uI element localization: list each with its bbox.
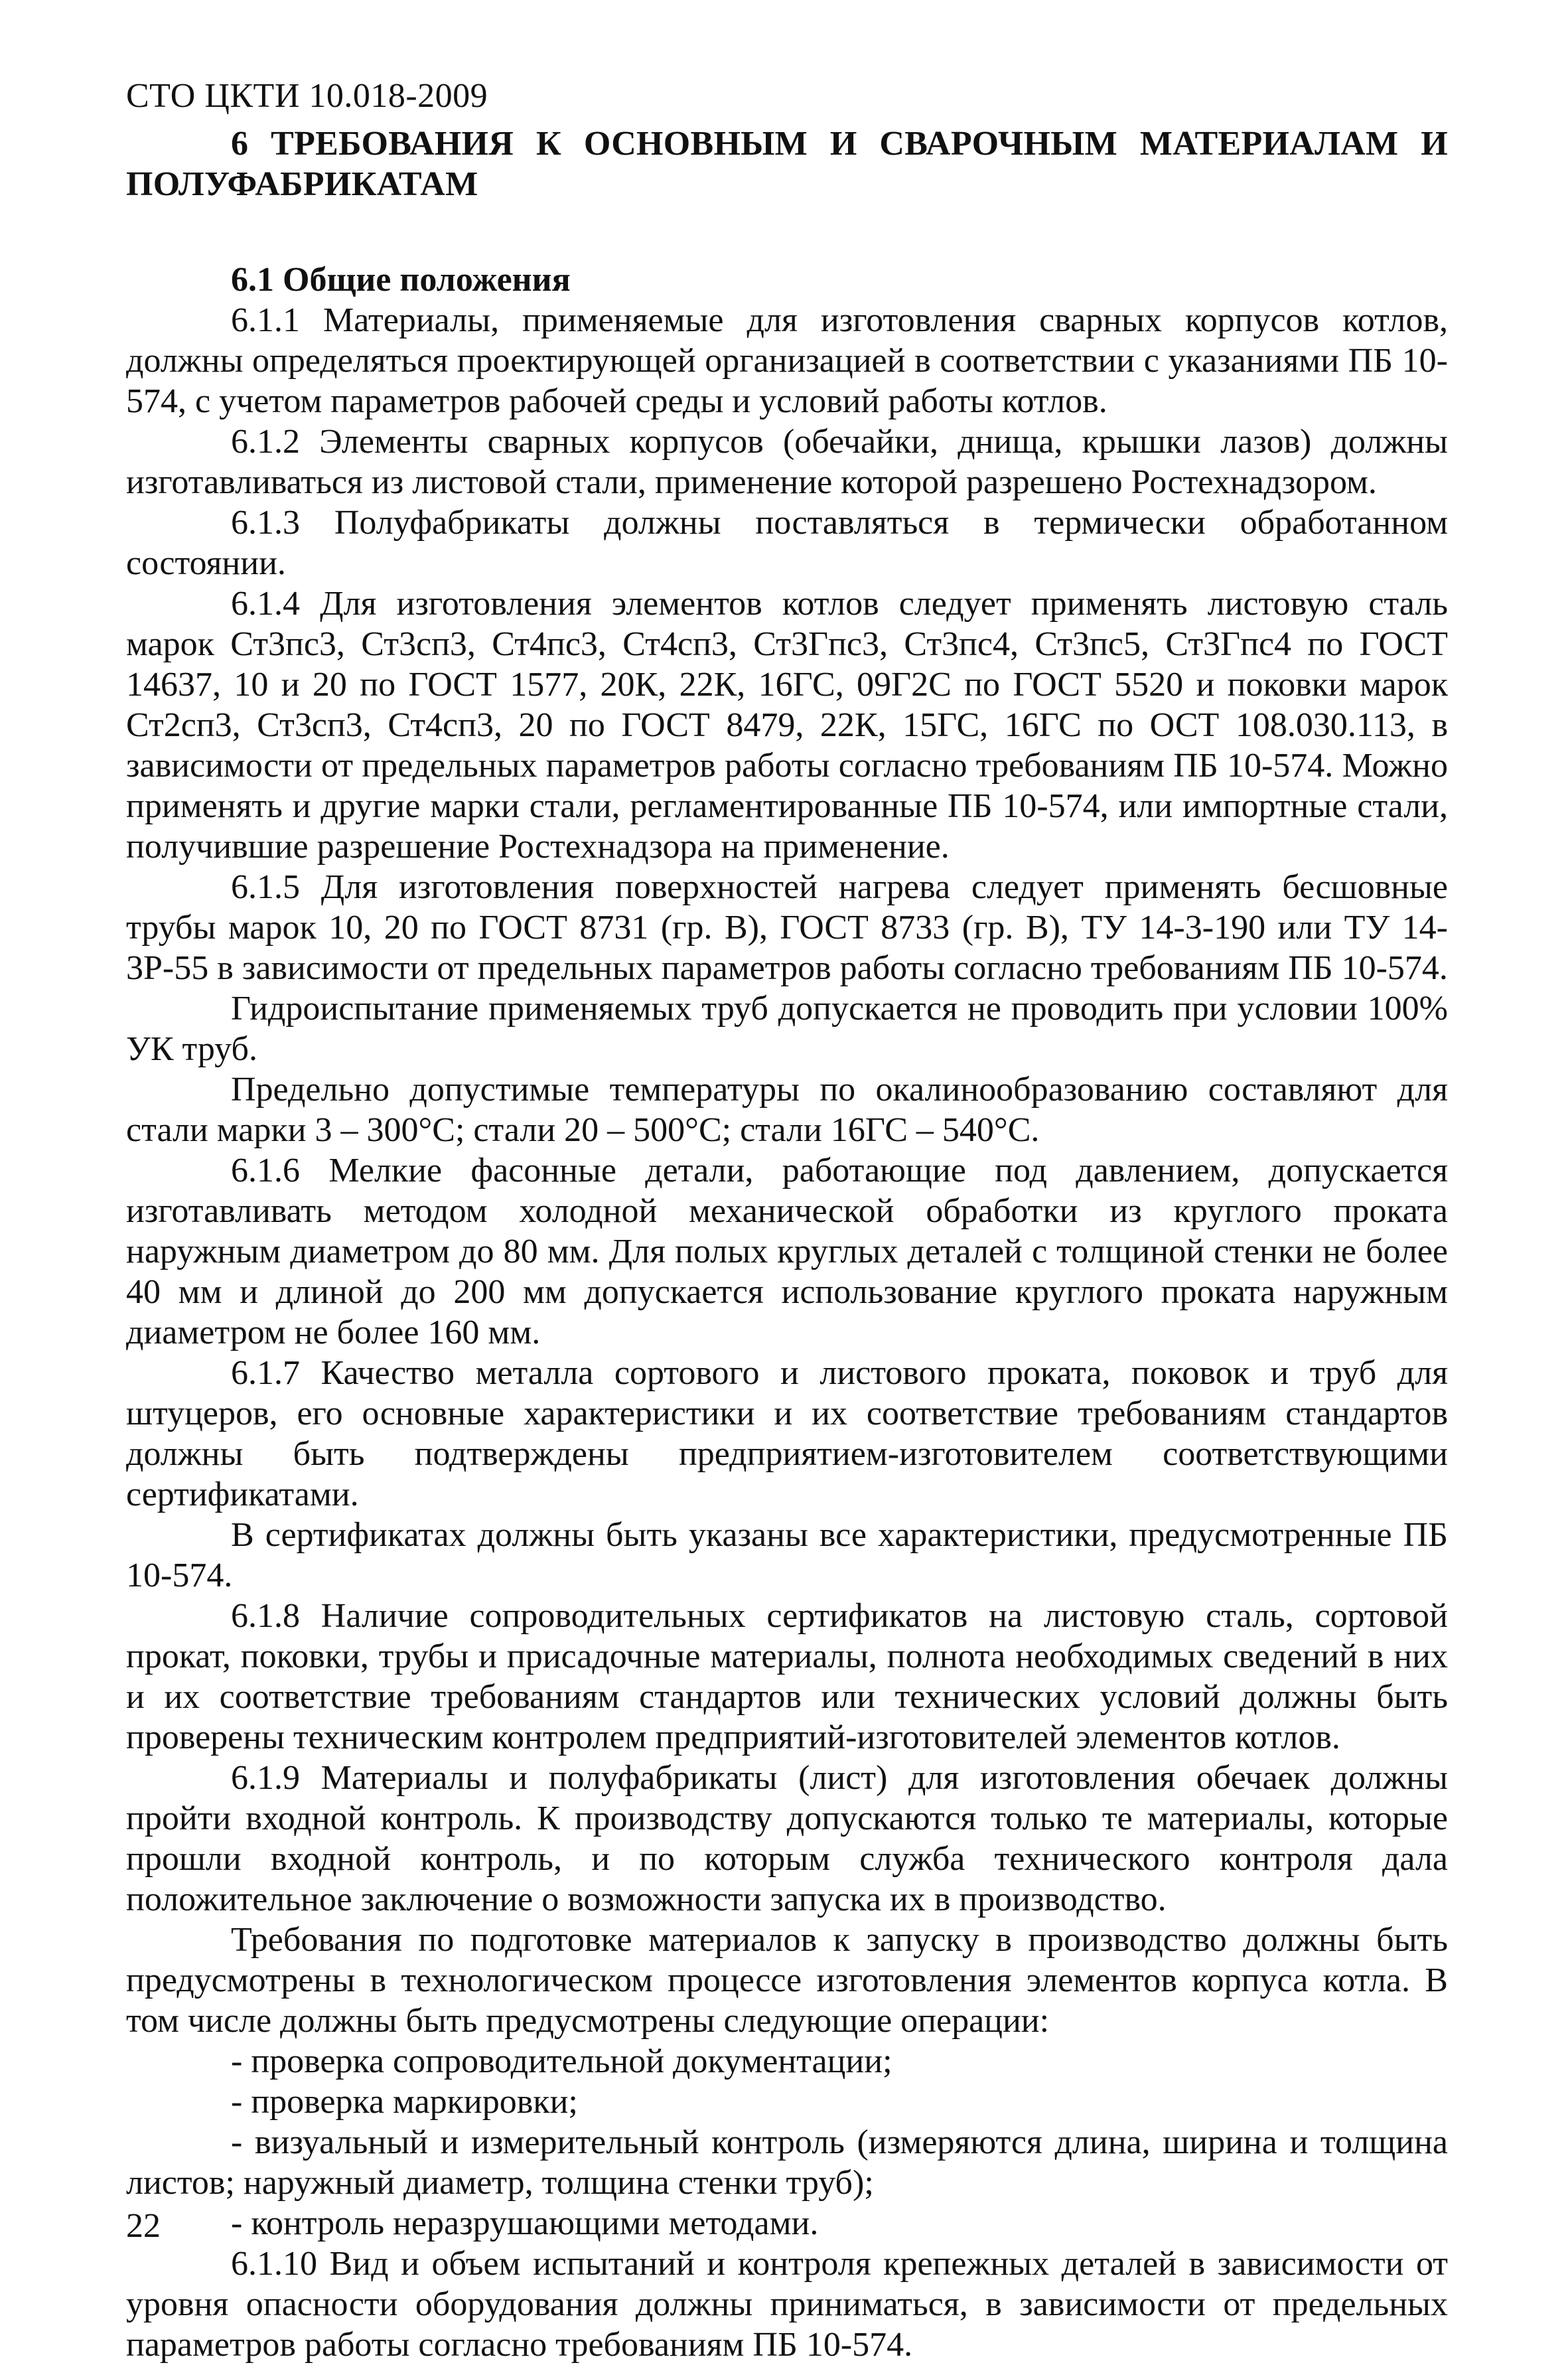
paragraph-6-1-6: 6.1.6 Мелкие фасонные детали, работающие под давлением, допускается изготавливать методом холодной механической обработки из круглого проката наружным диаметром до 80 мм. Для полых круглых деталей с толщиной стенки не более 40 мм и длиной до 200 мм допускается использование круглого проката наружным диаметром не более 160 мм. xyxy=(126,1152,1448,1351)
paragraph-certificates: В сертификатах должны быть указаны все характеристики, предусмотренные ПБ 10-574. xyxy=(126,1516,1448,1594)
list-item: - контроль неразрушающими методами. xyxy=(231,2204,819,2242)
paragraph-6-1-3: 6.1.3 Полуфабрикаты должны поставляться в термически обработанном состоянии. xyxy=(126,504,1448,582)
paragraph-6-1-7: 6.1.7 Качество металла сортового и листового проката, поковок и труб для штуцеров, его основные характеристики и их соответствие требованиям стандартов должны быть подтверждены предприятием-изготовителем соответствующими сертификатами. xyxy=(126,1354,1448,1513)
paragraph-6-1-5: 6.1.5 Для изготовления поверхностей нагрева следует применять бесшовные трубы марок 10, 20 по ГОСТ 8731 (гр. В), ГОСТ 8733 (гр. В), ТУ 14-3-190 или ТУ 14-3Р-55 в зависимости от предельных параметров работы согласно требованиям ПБ 10-574. xyxy=(126,868,1448,987)
list-item: - проверка сопроводительной документации; xyxy=(231,2042,892,2080)
page-number: 22 xyxy=(126,2207,161,2245)
section-title: 6 ТРЕБОВАНИЯ К ОСНОВНЫМ И СВАРОЧНЫМ МАТЕРИАЛАМ И ПОЛУФАБРИКАТАМ xyxy=(126,125,1448,203)
paragraph-6-1-8: 6.1.8 Наличие сопроводительных сертификатов на листовую сталь, сортовой прокат, поковки, трубы и присадочные материалы, полнота необходимых сведений в них и их соответствие требованиям стандартов или технических условий должны быть проверены техническим контролем предприятий-изготовителей элементов котлов. xyxy=(126,1597,1448,1756)
list-item: - проверка маркировки; xyxy=(231,2083,578,2121)
paragraph-6-1-9: 6.1.9 Материалы и полуфабрикаты (лист) для изготовления обечаек должны пройти входной контроль. К производству допускаются только те материалы, которые прошли входной контроль, и по которым служба технического контроля дала положительное заключение о возможности запуска их в производство. xyxy=(126,1759,1448,1918)
paragraph-preparation-requirements: Требования по подготовке материалов к запуску в производство должны быть предусмотрены в технологическом процессе изготовления элементов корпуса котла. В том числе должны быть предусмотрены следующие операции: xyxy=(126,1921,1448,2040)
document-code-header: СТО ЦКТИ 10.018-2009 xyxy=(126,77,488,115)
paragraph-6-1-4: 6.1.4 Для изготовления элементов котлов следует применять листовую сталь марок Ст3пс3, Ст3сп3, Ст4пс3, Ст4сп3, Ст3Гпс3, Ст3пс4, Ст3пс5, Ст3Гпс4 по ГОСТ 14637, 10 и 20 по ГОСТ 1577, 20К, 22К, 16ГС, 09Г2С по ГОСТ 5520 и поковки марок Ст2сп3, Ст3сп3, Ст4сп3, 20 по ГОСТ 8479, 22К, 15ГС, 16ГС по ОСТ 108.030.113, в зависимости от предельных параметров работы согласно требованиям ПБ 10-574. Можно применять и другие марки стали, регламентированные ПБ 10-574, или импортные стали, получившие разрешение Ростехнадзора на применение. xyxy=(126,585,1448,866)
paragraph-6-1-10: 6.1.10 Вид и объем испытаний и контроля крепежных деталей в зависимости от уровня опасности оборудования должны приниматься, в зависимости от предельных параметров работы согласно требованиям ПБ 10-574. xyxy=(126,2245,1448,2364)
paragraph-6-1-1: 6.1.1 Материалы, применяемые для изготовления сварных корпусов котлов, должны определяться проектирующей организацией в соответствии с указаниями ПБ 10-574, с учетом параметров рабочей среды и условий работы котлов. xyxy=(126,301,1448,420)
paragraph-hydrotest: Гидроиспытание применяемых труб допускается не проводить при условии 100% УК труб. xyxy=(126,990,1448,1068)
operations-list xyxy=(126,2041,1448,2244)
paragraph-temperature-limits: Предельно допустимые температуры по окалинообразованию составляют для стали марки 3 – 300°С; стали 20 – 500°С; стали 16ГС – 540°С. xyxy=(126,1071,1448,1149)
subsection-title: 6.1 Общие положения xyxy=(231,261,571,299)
paragraph-6-1-2: 6.1.2 Элементы сварных корпусов (обечайки, днища, крышки лазов) должны изготавливаться из листовой стали, применение которой разрешено Ростехнадзором. xyxy=(126,423,1448,501)
page-content xyxy=(126,123,1448,2365)
list-item: - визуальный и измерительный контроль (измеряются длина, ширина и толщина листов; наружный диаметр, толщина стенки труб); xyxy=(126,2123,1448,2202)
